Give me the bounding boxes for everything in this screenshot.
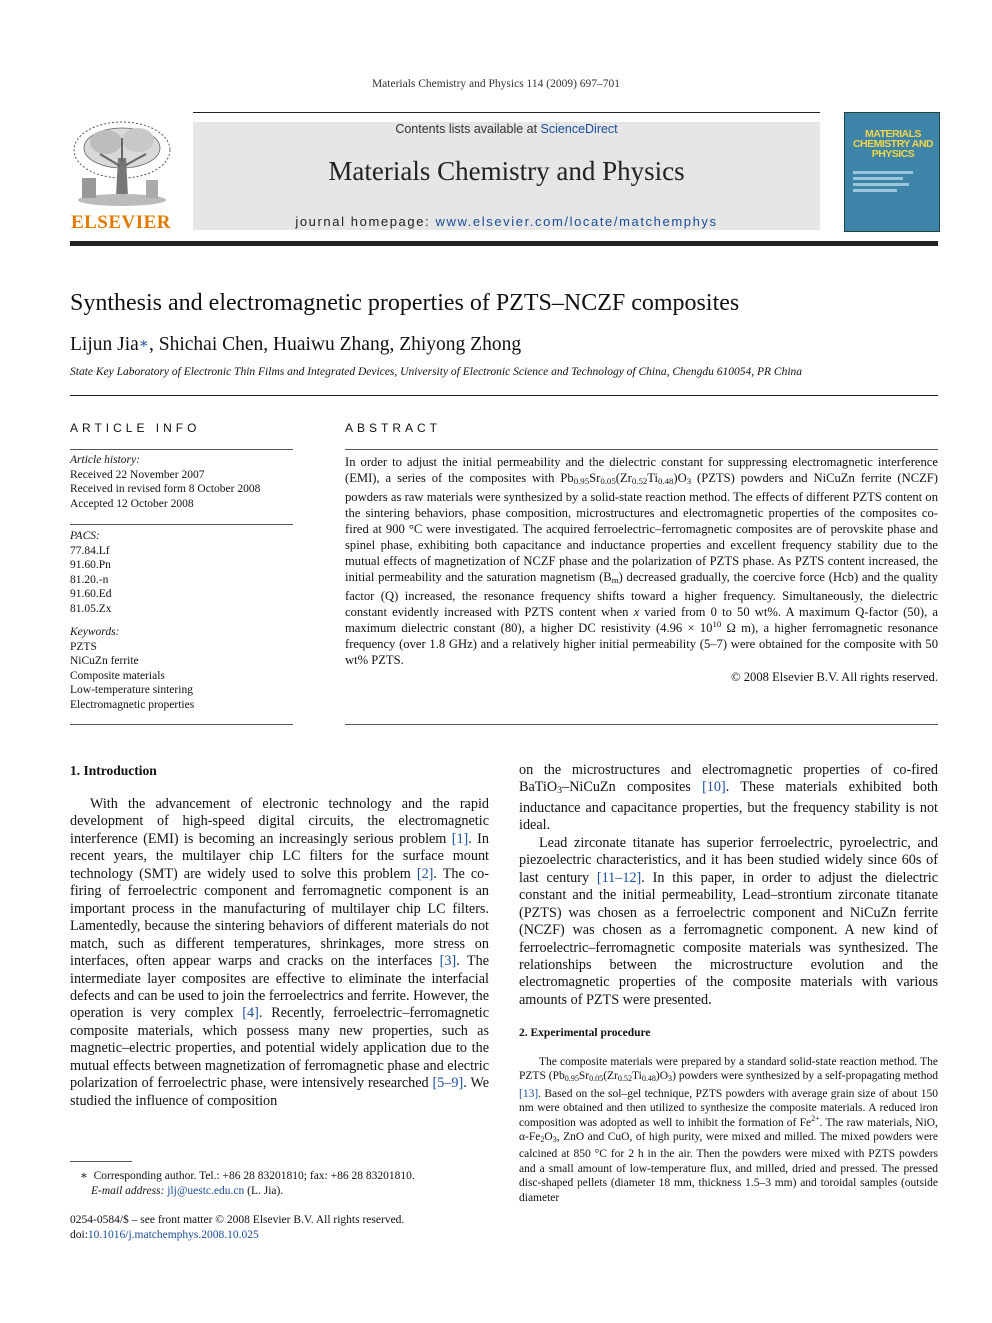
homepage-link[interactable]: www.elsevier.com/locate/matchemphys <box>435 214 718 229</box>
article-info-rule <box>70 449 293 450</box>
text-span: Sr <box>578 1070 590 1083</box>
keyword-item: Composite materials <box>70 669 165 682</box>
history-item: Received in revised form 8 October 2008 <box>70 483 261 496</box>
keyword-item: Low-temperature sintering <box>70 684 193 697</box>
text-span: With the advancement of electronic technology and the rapid development of high-speed digital circuits, the electromagnetic interference (EMI) is becoming an increasingly serious problem <box>70 796 489 847</box>
doi-label: doi: <box>70 1228 88 1241</box>
cover-stripe <box>853 171 913 174</box>
homepage-prefix: journal homepage: <box>295 214 436 229</box>
subscript: 0.52 <box>617 1074 632 1084</box>
text-span: ) powders were synthesized by a self-propagating method <box>672 1070 938 1083</box>
reference-link[interactable]: [4] <box>242 1005 259 1022</box>
subscript: 0.48 <box>641 1074 656 1084</box>
pacs-item: 91.60.Pn <box>70 559 111 572</box>
history-item: Received 22 November 2007 <box>70 468 205 481</box>
footnote-rule <box>70 1161 132 1162</box>
text-span: . Recently, ferroelectric–ferromagnetic composite materials, which possess many new properties, such as magnetic–electric properties, and potential widely application due to the mutual effects between magnetization of ferromagnetic phase and electric polarization of ferroelectric phase, were intensively researched <box>70 1005 489 1092</box>
author-name: Lijun Jia <box>70 334 139 355</box>
footnote-text: Corresponding author. Tel.: +86 28 83201810; fax: +86 28 83201810. <box>93 1170 415 1182</box>
subscript: 0.05 <box>600 476 616 486</box>
abstract-rule <box>345 449 938 450</box>
subscript: 0.48 <box>658 476 674 486</box>
reference-link[interactable]: [3] <box>439 953 457 970</box>
homepage-line <box>193 214 820 229</box>
subscript: 3 <box>686 476 692 486</box>
text-span: . We studied the influence of composition <box>70 1075 489 1109</box>
text-span: on the microstructures and electromagnetic properties of co-fired BaTiO <box>519 762 938 796</box>
subscript: 3 <box>552 1135 557 1145</box>
author-list <box>70 334 521 356</box>
text-span: . These materials exhibited both inductance and capacitance properties, but the frequency stability is not ideal. <box>519 779 938 834</box>
reference-link[interactable]: [2] <box>416 865 434 882</box>
cover-title: MATERIALS CHEMISTRY AND PHYSICS <box>852 128 934 160</box>
subscript: 2 <box>540 1135 545 1145</box>
history-heading: Article history: <box>70 454 140 466</box>
pacs-item: 77.84.Lf <box>70 544 110 557</box>
article-title: Synthesis and electromagnetic properties of PZTS–NCZF composites <box>70 290 740 316</box>
corresponding-author-marker[interactable]: ∗ <box>138 336 149 352</box>
experimental-heading: 2. Experimental procedure <box>519 1027 651 1039</box>
article-info-rule <box>70 724 293 725</box>
keyword-item: Electromagnetic properties <box>70 698 195 711</box>
text-span: The composite materials were prepared by a standard solid-state reaction method. The PZTS (Pb <box>519 1056 938 1083</box>
email-link[interactable]: jlj@uestc.edu.cn <box>167 1184 245 1197</box>
abstract-span: varied from 0 to 50 wt%. A maximum Q-factor (50), a maximum dielectric constant (80), a higher DC resistivity (4.96 × 10 <box>345 605 938 635</box>
text-span: , ZnO and CuO, of high purity, were mixed and milled. The mixed powders were calcined at 850 °C for 2 h in the air. Then the powders were mixed with PZTS powders and a small amount of low-temperature flux, and milled, dried and pressed. The pressed disc-shaped pellets (diameter 18 mm, thickness 1.5–3 mm) and toroidal samples (outside diameter <box>519 1131 938 1204</box>
reference-link[interactable]: [1] <box>451 830 469 847</box>
intro-heading: 1. Introduction <box>70 763 157 778</box>
experimental-paragraph <box>519 1055 938 1205</box>
abstract-span: )O <box>673 471 687 485</box>
pacs-item: 81.20.-n <box>70 573 109 586</box>
keyword-item: NiCuZn ferrite <box>70 655 139 668</box>
section-rule <box>70 395 938 396</box>
reference-link[interactable]: [10] <box>702 779 726 796</box>
journal-cover <box>844 112 940 232</box>
intro-paragraph <box>70 796 489 1110</box>
email-label: E-mail address: <box>91 1184 168 1197</box>
text-span: )O <box>655 1070 669 1083</box>
masthead-top-rule <box>193 112 820 113</box>
reference-link[interactable]: [11–12] <box>596 869 642 886</box>
subscript: 3 <box>668 1074 673 1084</box>
bottom-info <box>70 1213 490 1243</box>
subscript: 0.52 <box>631 476 648 486</box>
text-span: –NiCuZn composites <box>562 779 703 796</box>
text-span: . In this paper, in order to adjust the dielectric constant and the initial permeability, Lead–strontium zirconate titanate (PZTS) was chosen as a ferroelectric component and NiCuZn ferrite (NCZF) was chosen as a ferromagnetic component. A new kind of ferroelectric–ferromagnetic composite materials was synthesized. The relationships between the microstructure evolution and the electromagnetic properties of the composite materials with various amounts of PZTS were presented. <box>519 869 938 1008</box>
text-span: . The raw materials, NiO, α-Fe <box>519 1116 938 1144</box>
doi-link[interactable]: 10.1016/j.matchemphys.2008.10.025 <box>87 1228 259 1241</box>
superscript: 2+ <box>811 1113 820 1123</box>
abstract-span: Ti <box>647 471 658 485</box>
contents-prefix: Contents lists available at <box>395 122 541 136</box>
article-info-heading: ARTICLE INFO <box>70 421 201 435</box>
text-span: Lead zirconate titanate has superior ferroelectric, pyroelectric, and piezoelectric characteristics, and it has been studied widely since 60s of last century <box>519 834 938 886</box>
issn-line: 0254-0584/$ – see front matter © 2008 Elsevier B.V. All rights reserved. <box>70 1214 405 1226</box>
text-span: . Based on the sol–gel technique, PZTS powders with average grain size of about 150 nm were obtained and then utilized to synthesize the composite materials. A reduced iron composition was adopted as well to inhibit the formation of Fe <box>519 1087 938 1129</box>
running-header: Materials Chemistry and Physics 114 (2009) 697–701 <box>371 78 621 90</box>
abstract-text <box>345 454 938 685</box>
text-span: O <box>544 1131 553 1144</box>
cover-stripe <box>853 189 897 192</box>
abstract-span: In order to adjust the initial permeability and the dielectric constant for suppressing electromagnetic interference (EMI), a series of the composites with Pb <box>345 455 938 485</box>
abstract-rule <box>345 724 938 725</box>
history-item: Accepted 12 October 2008 <box>70 497 194 510</box>
article-history <box>70 453 294 511</box>
affiliation: State Key Laboratory of Electronic Thin Films and Integrated Devices, University of Electronic Science and Technology of China, Chengdu 610054, PR China <box>70 366 803 378</box>
keywords-heading: Keywords: <box>70 626 120 638</box>
subscript: m <box>611 575 619 585</box>
email-suffix: (L. Jia). <box>244 1184 284 1197</box>
abstract-heading: ABSTRACT <box>345 421 442 435</box>
footnote <box>80 1169 490 1199</box>
text-span: (Zr <box>603 1070 618 1083</box>
subscript: 0.95 <box>564 1074 579 1084</box>
subscript: 0.95 <box>573 476 590 486</box>
masthead-bottom-rule <box>70 241 938 246</box>
keywords-list <box>70 625 294 713</box>
intro-continued <box>519 762 938 1009</box>
cover-stripe <box>853 177 903 180</box>
text-span: . In recent years, the multilayer chip LC filters for the surface mount technology (SMT) are widely used to solve this problem <box>70 830 489 882</box>
elsevier-wordmark: ELSEVIER <box>70 212 172 233</box>
abstract-span: ) decreased gradually, the coercive force (Hcb) and the quality factor (Q) increased, the resonance frequency shifts toward a higher frequency. Simultaneously, the dielectric constant evidently increased with PZTS content when <box>345 570 938 619</box>
pacs-list <box>70 529 294 617</box>
abstract-span: Sr <box>589 471 601 485</box>
journal-title: Materials Chemistry and Physics <box>328 156 685 186</box>
abstract-span: (PZTS) powders and NiCuZn ferrite (NCZF) powders as raw materials were synthesized by a solid-state reaction method. The effects of different PZTS content on the sintering behaviors, phase composition, microstructures and electromagnetic properties of the composites co-fired at 900 °C were investigated. The acquired ferroelectric–ferromagnetic composites are of perovskite phase and spinel phase, exhibiting both capacitance and inductance properties and excellent frequency stability due to the mutual effects of magnetization of NCZF phase and the polarization of PZTS phase. As PZTS content increased, the initial permeability and the saturation magnetism (B <box>345 471 938 584</box>
reference-link[interactable]: [5–9] <box>432 1075 464 1092</box>
variable: x <box>633 605 640 619</box>
pacs-heading: PACS: <box>70 530 100 542</box>
abstract-span: Ω m), a higher ferromagnetic resonance frequency (over 1.8 GHz) and a relatively higher initial permeability (5–7) were obtained for the composite with 50 wt% PZTS. <box>345 621 939 667</box>
footnote-mark: ∗ <box>80 1170 88 1182</box>
pacs-item: 81.05.Zx <box>70 602 112 615</box>
abstract-copyright: © 2008 Elsevier B.V. All rights reserved. <box>731 670 938 684</box>
pacs-item: 91.60.Ed <box>70 588 112 601</box>
sciencedirect-link[interactable]: ScienceDirect <box>540 122 618 136</box>
superscript: 10 <box>712 619 722 629</box>
article-info-rule <box>70 524 293 525</box>
text-span: Ti <box>631 1070 642 1083</box>
text-span: . The intermediate layer composites are effective to eliminate the interfacial defects and can be used to join the ferroelectrics and ferrite. However, the operation is very complex <box>70 953 489 1022</box>
subscript: 3 <box>557 785 563 797</box>
subscript: 0.05 <box>589 1074 604 1084</box>
tree-icon <box>70 118 172 210</box>
keyword-item: PZTS <box>70 640 97 653</box>
text-span: . The co-firing of ferroelectric component and ferromagnetic component is an important process in the manufacturing of multilayer chip LC filters. Lamentedly, because the sintering behaviors of different materials do not match, such as different temperatures, shrinkages, more stress on interfaces, often appear warps and cracks on the interfaces <box>70 865 489 970</box>
abstract-span: (Zr <box>615 471 632 485</box>
reference-link[interactable]: [13] <box>519 1087 539 1100</box>
contents-line <box>193 122 820 136</box>
cover-stripe <box>853 183 909 186</box>
author-names: , Shichai Chen, Huaiwu Zhang, Zhiyong Zhong <box>149 334 522 355</box>
